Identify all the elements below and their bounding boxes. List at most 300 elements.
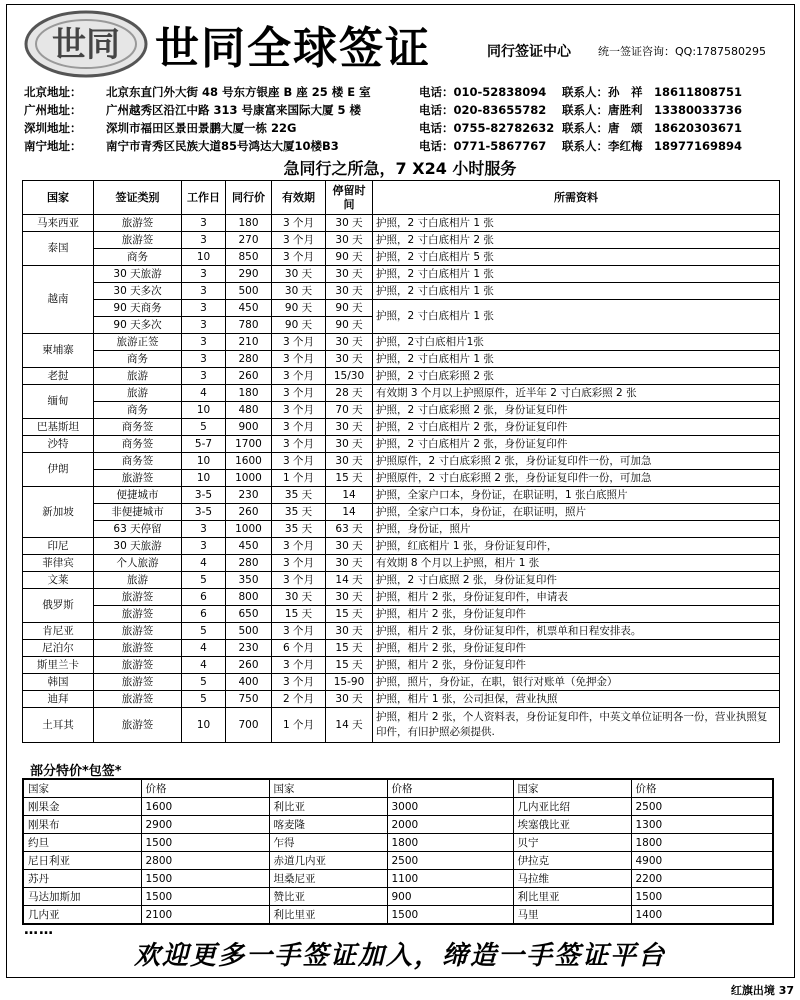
- special-country: 利比亚: [269, 798, 387, 816]
- special-country: 尼日利亚: [23, 852, 141, 870]
- visa-type-cell: 旅游签: [94, 640, 182, 657]
- table-row: [23, 674, 780, 691]
- validity-cell: 3 个月: [272, 538, 326, 555]
- validity-cell: 35 天: [272, 504, 326, 521]
- country-cell: 尼泊尔: [23, 640, 94, 657]
- table-row: [23, 419, 780, 436]
- country-cell: 老挝: [23, 368, 94, 385]
- price-cell: 500: [226, 283, 272, 300]
- stay-cell: 14 天: [326, 572, 373, 589]
- col-header-stay: 停留时间: [326, 181, 373, 215]
- stay-cell: 30 天: [326, 691, 373, 708]
- country-cell: 新加坡: [23, 487, 94, 538]
- validity-cell: 3 个月: [272, 402, 326, 419]
- workdays-cell: 3: [182, 283, 226, 300]
- visa-type-cell: 30 天旅游: [94, 538, 182, 555]
- validity-cell: 35 天: [272, 521, 326, 538]
- workdays-cell: 5: [182, 674, 226, 691]
- special-country: 赤道几内亚: [269, 852, 387, 870]
- special-price: 1300: [631, 816, 773, 834]
- price-cell: 270: [226, 232, 272, 249]
- requirements-cell: 护照，相片 2 张，身份证复印件，机票单和日程安排表。: [373, 623, 780, 640]
- workdays-cell: 3-5: [182, 504, 226, 521]
- validity-cell: 3 个月: [272, 555, 326, 572]
- brand-title: 世同全球签证: [155, 23, 431, 74]
- workdays-cell: 5: [182, 691, 226, 708]
- stay-cell: 30 天: [326, 623, 373, 640]
- country-cell: 文莱: [23, 572, 94, 589]
- price-cell: 210: [226, 334, 272, 351]
- special-col-header: 价格: [387, 779, 513, 798]
- special-col-header: 价格: [141, 779, 269, 798]
- special-price: 2500: [631, 798, 773, 816]
- validity-cell: 90 天: [272, 317, 326, 334]
- special-price: 1500: [141, 834, 269, 852]
- price-cell: 1700: [226, 436, 272, 453]
- office-contact: 联系人：李红梅 18977169894: [562, 139, 743, 153]
- visa-type-cell: 旅游签: [94, 606, 182, 623]
- validity-cell: 3 个月: [272, 215, 326, 232]
- office-phone: 电话：020-83655782: [419, 103, 547, 117]
- price-cell: 750: [226, 691, 272, 708]
- requirements-cell: 护照，2 寸白底相片 5 张: [373, 249, 780, 266]
- special-row: [23, 888, 773, 906]
- visa-type-cell: 90 天商务: [94, 300, 182, 317]
- special-country: 刚果金: [23, 798, 141, 816]
- country-cell: 伊朗: [23, 453, 94, 487]
- country-cell: 柬埔寨: [23, 334, 94, 368]
- office-phone: 电话：010-52838094: [419, 85, 547, 99]
- price-cell: 180: [226, 385, 272, 402]
- requirements-cell: 有效期 8 个月以上护照，相片 1 张: [373, 555, 780, 572]
- requirements-cell: 护照，2 寸白底相片 1 张: [373, 215, 780, 232]
- validity-cell: 3 个月: [272, 453, 326, 470]
- requirements-cell: 护照原件，2 寸白底彩照 2 张，身份证复印件一份，可加急: [373, 470, 780, 487]
- stay-cell: 28 天: [326, 385, 373, 402]
- table-row: [23, 232, 780, 249]
- requirements-cell: 护照，照片，身份证，在职，银行对账单（免押金）: [373, 674, 780, 691]
- requirements-cell: 护照，2 寸白底照 2 张，身份证复印件: [373, 572, 780, 589]
- special-country: 乍得: [269, 834, 387, 852]
- table-row: [23, 589, 780, 606]
- table-row: [23, 572, 780, 589]
- workdays-cell: 3: [182, 317, 226, 334]
- workdays-cell: 5: [182, 572, 226, 589]
- special-country: 马拉维: [513, 870, 631, 888]
- visa-type-cell: 商务签: [94, 453, 182, 470]
- special-price: 1100: [387, 870, 513, 888]
- special-row: [23, 870, 773, 888]
- special-country: 几内亚: [23, 906, 141, 925]
- special-country: 苏丹: [23, 870, 141, 888]
- requirements-cell: 护照，2 寸白底相片 1 张: [373, 266, 780, 283]
- stay-cell: 15 天: [326, 470, 373, 487]
- visa-price-table: [22, 180, 780, 743]
- requirements-cell: 护照，2 寸白底相片 2 张，身份证复印件: [373, 419, 780, 436]
- visa-type-cell: 旅游签: [94, 623, 182, 640]
- shitong-logo-icon: [22, 8, 150, 80]
- country-cell: 缅甸: [23, 385, 94, 419]
- office-address: 深圳市福田区景田景鹏大厦一栋 22G: [106, 121, 297, 135]
- table-row: [23, 249, 780, 266]
- special-country: 马达加斯加: [23, 888, 141, 906]
- validity-cell: 3 个月: [272, 436, 326, 453]
- validity-cell: 3 个月: [272, 249, 326, 266]
- special-price: 3000: [387, 798, 513, 816]
- table-row: [23, 385, 780, 402]
- footer-slogan: 欢迎更多一手签证加入，缔造一手签证平台: [133, 941, 666, 971]
- special-price: 1500: [141, 888, 269, 906]
- special-price-table: [22, 778, 774, 925]
- col-header-requirements: 所需资料: [373, 181, 780, 215]
- requirements-cell: 护照，红底相片 1 张，身份证复印件，: [373, 538, 780, 555]
- validity-cell: 3 个月: [272, 674, 326, 691]
- special-row: [23, 816, 773, 834]
- page-number: 红旗出境 37: [730, 984, 794, 997]
- stay-cell: 70 天: [326, 402, 373, 419]
- workdays-cell: 6: [182, 606, 226, 623]
- stay-cell: 15 天: [326, 640, 373, 657]
- workdays-cell: 3: [182, 232, 226, 249]
- requirements-cell: 护照原件，2 寸白底彩照 2 张，身份证复印件一份，可加急: [373, 453, 780, 470]
- visa-type-cell: 非便捷城市: [94, 504, 182, 521]
- country-cell: 菲律宾: [23, 555, 94, 572]
- stay-cell: 14 天: [326, 708, 373, 743]
- workdays-cell: 10: [182, 708, 226, 743]
- country-cell: 巴基斯坦: [23, 419, 94, 436]
- subtitle: 同行签证中心: [487, 44, 571, 60]
- price-cell: 700: [226, 708, 272, 743]
- country-cell: 沙特: [23, 436, 94, 453]
- workdays-cell: 4: [182, 657, 226, 674]
- visa-type-cell: 旅游: [94, 368, 182, 385]
- special-country: 几内亚比绍: [513, 798, 631, 816]
- country-cell: 俄罗斯: [23, 589, 94, 623]
- workdays-cell: 3: [182, 334, 226, 351]
- validity-cell: 35 天: [272, 487, 326, 504]
- special-row: [23, 852, 773, 870]
- table-row: [23, 334, 780, 351]
- special-offer-title: 部分特价*包签*: [30, 764, 122, 779]
- special-row: [23, 834, 773, 852]
- special-price: 2500: [387, 852, 513, 870]
- stay-cell: 30 天: [326, 232, 373, 249]
- validity-cell: 6 个月: [272, 640, 326, 657]
- table-row: [23, 555, 780, 572]
- workdays-cell: 10: [182, 249, 226, 266]
- table-row: [23, 368, 780, 385]
- col-header-price: 同行价: [226, 181, 272, 215]
- visa-type-cell: 旅游签: [94, 674, 182, 691]
- price-cell: 900: [226, 419, 272, 436]
- office-list: [24, 83, 794, 155]
- workdays-cell: 3: [182, 300, 226, 317]
- special-price: 900: [387, 888, 513, 906]
- stay-cell: 30 天: [326, 351, 373, 368]
- table-row: [23, 623, 780, 640]
- office-contact: 联系人：孙 祥 18611808751: [562, 85, 743, 99]
- table-row: [23, 266, 780, 283]
- workdays-cell: 10: [182, 470, 226, 487]
- validity-cell: 90 天: [272, 300, 326, 317]
- office-row: [24, 137, 794, 155]
- stay-cell: 90 天: [326, 300, 373, 317]
- country-cell: 迪拜: [23, 691, 94, 708]
- visa-type-cell: 30 天旅游: [94, 266, 182, 283]
- requirements-cell: 护照，2寸白底相片1张: [373, 334, 780, 351]
- special-price: 2100: [141, 906, 269, 925]
- price-cell: 780: [226, 317, 272, 334]
- special-price: 1800: [387, 834, 513, 852]
- office-label: 深圳地址：: [24, 121, 82, 135]
- price-cell: 280: [226, 555, 272, 572]
- col-header-visa-type: 签证类别: [94, 181, 182, 215]
- validity-cell: 1 个月: [272, 470, 326, 487]
- validity-cell: 3 个月: [272, 232, 326, 249]
- special-price: 1500: [387, 906, 513, 925]
- workdays-cell: 3: [182, 521, 226, 538]
- office-row: [24, 83, 794, 101]
- visa-type-cell: 30 天多次: [94, 283, 182, 300]
- validity-cell: 3 个月: [272, 419, 326, 436]
- col-header-validity: 有效期: [272, 181, 326, 215]
- stay-cell: 30 天: [326, 453, 373, 470]
- table-row: [23, 487, 780, 504]
- price-cell: 400: [226, 674, 272, 691]
- workdays-cell: 3: [182, 351, 226, 368]
- special-country: 赞比亚: [269, 888, 387, 906]
- table-row: [23, 351, 780, 368]
- visa-type-cell: 商务: [94, 351, 182, 368]
- office-address: 广州越秀区沿江中路 313 号康富来国际大厦 5 楼: [106, 103, 362, 117]
- requirements-cell: 护照，全家户口本，身份证，在职证明，照片: [373, 504, 780, 521]
- visa-type-cell: 便捷城市: [94, 487, 182, 504]
- validity-cell: 3 个月: [272, 657, 326, 674]
- country-cell: 韩国: [23, 674, 94, 691]
- price-cell: 450: [226, 538, 272, 555]
- ellipsis-dots: ……: [24, 922, 54, 938]
- stay-cell: 14: [326, 504, 373, 521]
- workdays-cell: 6: [182, 589, 226, 606]
- visa-type-cell: 旅游: [94, 572, 182, 589]
- country-cell: 土耳其: [23, 708, 94, 743]
- stay-cell: 30 天: [326, 419, 373, 436]
- workdays-cell: 3-5: [182, 487, 226, 504]
- special-country: 坦桑尼亚: [269, 870, 387, 888]
- office-label: 广州地址：: [24, 103, 82, 117]
- requirements-cell: 护照，相片 2 张，个人资料表，身份证复印件，中英文单位证明各一份，营业执照复印件，有旧护照必须提供.: [373, 708, 780, 743]
- price-cell: 1600: [226, 453, 272, 470]
- country-cell: 马来西亚: [23, 215, 94, 232]
- stay-cell: 30 天: [326, 538, 373, 555]
- validity-cell: 3 个月: [272, 368, 326, 385]
- stay-cell: 30 天: [326, 334, 373, 351]
- stay-cell: 63 天: [326, 521, 373, 538]
- price-cell: 850: [226, 249, 272, 266]
- workdays-cell: 3: [182, 215, 226, 232]
- stay-cell: 15-90: [326, 674, 373, 691]
- visa-type-cell: 63 天停留: [94, 521, 182, 538]
- special-header-row: [23, 779, 773, 798]
- special-country: 马里: [513, 906, 631, 925]
- visa-type-cell: 旅游签: [94, 215, 182, 232]
- table-row: [23, 215, 780, 232]
- office-address: 北京东直门外大街 48 号东方银座 B 座 25 楼 E 室: [106, 85, 371, 99]
- table-row: [23, 606, 780, 623]
- stay-cell: 14: [326, 487, 373, 504]
- special-price: 2000: [387, 816, 513, 834]
- special-price: 2200: [631, 870, 773, 888]
- requirements-cell: 护照，相片 1 张，公司担保，营业执照: [373, 691, 780, 708]
- visa-type-cell: 旅游签: [94, 657, 182, 674]
- table-header-row: [23, 181, 780, 215]
- special-country: 贝宁: [513, 834, 631, 852]
- special-country: 利比里亚: [513, 888, 631, 906]
- special-col-header: 国家: [269, 779, 387, 798]
- validity-cell: 30 天: [272, 589, 326, 606]
- validity-cell: 3 个月: [272, 623, 326, 640]
- special-price: 2800: [141, 852, 269, 870]
- table-row: [23, 504, 780, 521]
- price-cell: 260: [226, 368, 272, 385]
- price-cell: 1000: [226, 470, 272, 487]
- price-cell: 260: [226, 657, 272, 674]
- validity-cell: 3 个月: [272, 351, 326, 368]
- visa-type-cell: 旅游正签: [94, 334, 182, 351]
- visa-type-cell: 90 天多次: [94, 317, 182, 334]
- country-cell: 越南: [23, 266, 94, 334]
- visa-type-cell: 商务签: [94, 436, 182, 453]
- country-cell: 斯里兰卡: [23, 657, 94, 674]
- stay-cell: 30 天: [326, 266, 373, 283]
- workdays-cell: 10: [182, 453, 226, 470]
- requirements-cell: 护照，2 寸白底相片 1 张: [373, 283, 780, 300]
- table-row: [23, 521, 780, 538]
- stay-cell: 90 天: [326, 317, 373, 334]
- table-row: [23, 436, 780, 453]
- visa-type-cell: 个人旅游: [94, 555, 182, 572]
- requirements-cell: 护照，相片 2 张，身份证复印件: [373, 640, 780, 657]
- table-row: [23, 691, 780, 708]
- validity-cell: 3 个月: [272, 385, 326, 402]
- validity-cell: 3 个月: [272, 334, 326, 351]
- workdays-cell: 4: [182, 555, 226, 572]
- table-row: [23, 657, 780, 674]
- validity-cell: 30 天: [272, 266, 326, 283]
- validity-cell: 2 个月: [272, 691, 326, 708]
- requirements-cell: 护照，2 寸白底相片 2 张: [373, 232, 780, 249]
- special-country: 喀麦隆: [269, 816, 387, 834]
- workdays-cell: 4: [182, 640, 226, 657]
- special-row: [23, 906, 773, 925]
- requirements-cell: 护照，相片 2 张，身份证复印件: [373, 606, 780, 623]
- workdays-cell: 10: [182, 402, 226, 419]
- workdays-cell: 5-7: [182, 436, 226, 453]
- office-phone: 电话：0755-82782632: [419, 121, 555, 135]
- price-cell: 280: [226, 351, 272, 368]
- visa-type-cell: 旅游: [94, 385, 182, 402]
- price-cell: 500: [226, 623, 272, 640]
- office-row: [24, 119, 794, 137]
- table-row: [23, 300, 780, 317]
- special-price: 4900: [631, 852, 773, 870]
- office-label: 北京地址：: [24, 85, 82, 99]
- hotline: 统一签证咨询：QQ:1787580295: [598, 45, 767, 58]
- requirements-cell: 护照，全家户口本，身份证，在职证明，1 张白底照片: [373, 487, 780, 504]
- special-col-header: 价格: [631, 779, 773, 798]
- stay-cell: 15/30: [326, 368, 373, 385]
- table-row: [23, 708, 780, 743]
- stay-cell: 30 天: [326, 436, 373, 453]
- price-cell: 1000: [226, 521, 272, 538]
- table-row: [23, 283, 780, 300]
- visa-type-cell: 旅游签: [94, 691, 182, 708]
- col-header-workdays: 工作日: [182, 181, 226, 215]
- workdays-cell: 3: [182, 266, 226, 283]
- requirements-cell: 护照，相片 2 张，身份证复印件，申请表: [373, 589, 780, 606]
- office-contact: 联系人：唐胜利 13380033736: [562, 103, 743, 117]
- workdays-cell: 5: [182, 623, 226, 640]
- stay-cell: 90 天: [326, 249, 373, 266]
- visa-type-cell: 旅游签: [94, 708, 182, 743]
- service-slogan: 急同行之所急，7 X24 小时服务: [283, 159, 517, 178]
- special-country: 埃塞俄比亚: [513, 816, 631, 834]
- special-country: 约旦: [23, 834, 141, 852]
- price-cell: 230: [226, 640, 272, 657]
- col-header-country: 国家: [23, 181, 94, 215]
- special-col-header: 国家: [23, 779, 141, 798]
- special-price: 1600: [141, 798, 269, 816]
- requirements-cell: 护照，2 寸白底相片 1 张: [373, 300, 780, 334]
- workdays-cell: 5: [182, 419, 226, 436]
- special-price: 1800: [631, 834, 773, 852]
- validity-cell: 3 个月: [272, 572, 326, 589]
- office-contact: 联系人：唐 颂 18620303671: [562, 121, 743, 135]
- price-cell: 800: [226, 589, 272, 606]
- requirements-cell: 护照，相片 2 张，身份证复印件: [373, 657, 780, 674]
- special-row: [23, 798, 773, 816]
- visa-type-cell: 旅游签: [94, 232, 182, 249]
- special-price: 1400: [631, 906, 773, 925]
- validity-cell: 30 天: [272, 283, 326, 300]
- visa-type-cell: 旅游签: [94, 470, 182, 487]
- requirements-cell: 护照，身份证，照片: [373, 521, 780, 538]
- requirements-cell: 护照，2 寸白底相片 2 张，身份证复印件: [373, 436, 780, 453]
- price-cell: 450: [226, 300, 272, 317]
- table-row: [23, 538, 780, 555]
- stay-cell: 30 天: [326, 215, 373, 232]
- price-cell: 230: [226, 487, 272, 504]
- price-cell: 290: [226, 266, 272, 283]
- validity-cell: 1 个月: [272, 708, 326, 743]
- validity-cell: 15 天: [272, 606, 326, 623]
- special-price: 1500: [631, 888, 773, 906]
- price-cell: 480: [226, 402, 272, 419]
- stay-cell: 15 天: [326, 657, 373, 674]
- requirements-cell: 护照，2 寸白底彩照 2 张，身份证复印件: [373, 402, 780, 419]
- svg-text:世同: 世同: [52, 25, 120, 65]
- office-phone: 电话：0771-5867767: [419, 139, 547, 153]
- workdays-cell: 3: [182, 538, 226, 555]
- special-country: 刚果布: [23, 816, 141, 834]
- country-cell: 印尼: [23, 538, 94, 555]
- special-price: 2900: [141, 816, 269, 834]
- country-cell: 泰国: [23, 232, 94, 266]
- requirements-cell: 护照，2 寸白底彩照 2 张: [373, 368, 780, 385]
- visa-type-cell: 商务: [94, 402, 182, 419]
- country-cell: 肯尼亚: [23, 623, 94, 640]
- requirements-cell: 护照，2 寸白底相片 1 张: [373, 351, 780, 368]
